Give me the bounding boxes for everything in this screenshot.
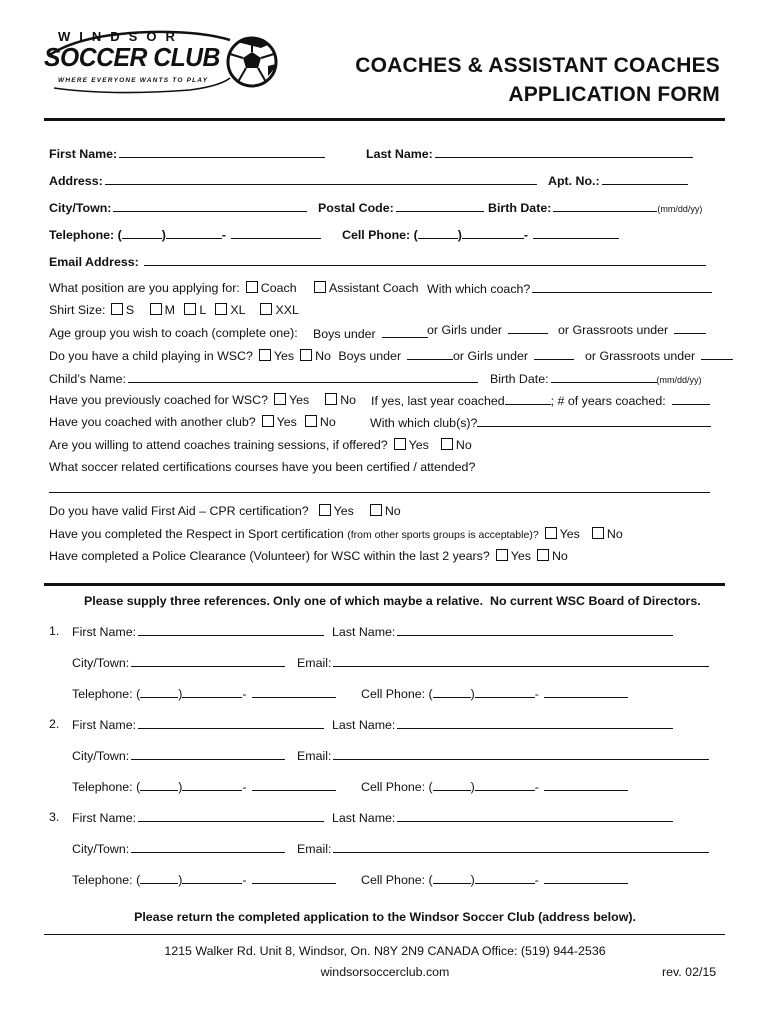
shirt-xl-checkbox[interactable] — [215, 303, 227, 315]
cell-row — [342, 227, 621, 242]
certifications-field[interactable] — [49, 492, 710, 493]
ref-telephone-number-field[interactable] — [252, 686, 336, 698]
no-label: No — [606, 527, 623, 541]
ref-telephone-prefix-field[interactable] — [182, 779, 242, 791]
footer-address: 1215 Walker Rd. Unit 8, Windsor, On. N8Y 2N9 CANADA Office: (519) 944-2536 — [164, 944, 606, 958]
telephone-prefix-field[interactable] — [166, 227, 222, 239]
yes-label: Yes — [408, 438, 429, 452]
ref-cell-number-field[interactable] — [544, 872, 628, 884]
no-label: No — [315, 349, 331, 363]
paren-close: ) — [178, 780, 183, 794]
ref-telephone-label: Telephone: ( — [72, 873, 141, 887]
prev-coached-no-checkbox[interactable] — [325, 393, 337, 405]
which-coach-row — [427, 281, 714, 296]
prev-coached-label: Have you previously coached for WSC? — [49, 393, 269, 407]
child-girls-field[interactable] — [534, 348, 574, 360]
birth-date-row — [488, 200, 702, 215]
which-clubs-row — [370, 415, 713, 430]
ref-first-name-label: First Name: — [72, 718, 137, 732]
ref-cell-number-field[interactable] — [544, 686, 628, 698]
age-group-boys — [313, 326, 430, 341]
ref-cell-row — [361, 779, 630, 794]
training-no-checkbox[interactable] — [441, 438, 453, 450]
logo-main-text: SOCCER CLUB — [44, 42, 220, 72]
child-birth-date-row — [490, 371, 702, 386]
ref-first-name-row — [72, 624, 326, 639]
ref-city-label: City/Town: — [72, 749, 130, 763]
dash: - — [534, 780, 539, 794]
reference-2 — [0, 717, 770, 797]
coach-checkbox[interactable] — [246, 281, 258, 293]
age-group-grassroots — [558, 322, 708, 337]
shirt-size-row — [49, 303, 299, 317]
dash: - — [242, 873, 247, 887]
ref-telephone-prefix-field[interactable] — [182, 872, 242, 884]
birth-date-field[interactable] — [553, 200, 657, 212]
ref-telephone-row — [72, 779, 338, 794]
boys-under-label: Boys under — [338, 349, 402, 363]
which-clubs-field[interactable] — [477, 415, 711, 427]
ref-cell-area-field[interactable] — [433, 686, 471, 698]
ref-email-label: Email: — [297, 749, 332, 763]
form-title-line2: APPLICATION FORM — [508, 83, 720, 106]
ref-cell-area-field[interactable] — [433, 779, 471, 791]
first-name-field[interactable] — [119, 146, 325, 158]
ref-telephone-number-field[interactable] — [252, 872, 336, 884]
ref-last-name-field[interactable] — [397, 624, 673, 636]
ref-first-name-field[interactable] — [138, 717, 324, 729]
ref-city-field[interactable] — [131, 655, 285, 667]
police-row — [49, 549, 568, 563]
ref-first-name-row — [72, 717, 326, 732]
header-rule — [44, 118, 725, 121]
yes-label: Yes — [273, 349, 295, 363]
address-field[interactable] — [105, 173, 537, 185]
ref-first-name-label: First Name: — [72, 625, 137, 639]
ref-last-name-field[interactable] — [397, 810, 673, 822]
reference-number: 1. — [49, 624, 60, 638]
ref-telephone-number-field[interactable] — [252, 779, 336, 791]
ref-city-field[interactable] — [131, 841, 285, 853]
assistant-coach-label: Assistant Coach — [329, 281, 419, 295]
paren-close: ) — [470, 687, 475, 701]
reference-number: 3. — [49, 810, 60, 824]
ref-first-name-row — [72, 810, 326, 825]
prev-coached-yes-checkbox[interactable] — [274, 393, 286, 405]
prev-coached-row — [49, 393, 356, 407]
apt-row — [548, 173, 690, 188]
form-title-line1: COACHES & ASSISTANT COACHES — [355, 54, 720, 77]
respect-no-checkbox[interactable] — [592, 527, 604, 539]
ref-city-label: City/Town: — [72, 656, 130, 670]
ref-heading-1: Please supply three references. — [84, 594, 270, 608]
police-label: Have completed a Police Clearance (Volunteer) for WSC within the last 2 years? — [49, 549, 490, 563]
childs-name-label: Child’s Name: — [49, 372, 126, 386]
ref-email-row — [297, 655, 711, 670]
age-girls-field[interactable] — [508, 322, 548, 334]
ref-email-field[interactable] — [333, 841, 709, 853]
ref-last-name-label: Last Name: — [332, 625, 396, 639]
shirt-m-label: M — [164, 303, 175, 317]
ref-cell-number-field[interactable] — [544, 779, 628, 791]
shirt-s-checkbox[interactable] — [111, 303, 123, 315]
ref-telephone-area-field[interactable] — [140, 686, 178, 698]
assistant-coach-checkbox[interactable] — [314, 281, 326, 293]
dash: - — [534, 873, 539, 887]
training-label: Are you willing to attend coaches training sessions, if offered? — [49, 438, 388, 452]
apt-field[interactable] — [602, 173, 688, 185]
ref-last-name-row — [332, 810, 675, 825]
postal-label: Postal Code: — [318, 201, 394, 215]
city-label: City/Town: — [49, 201, 112, 215]
ref-cell-label: Cell Phone: ( — [361, 780, 433, 794]
paren-close: ) — [457, 228, 462, 242]
age-grassroots-field[interactable] — [674, 322, 706, 334]
dash: - — [242, 687, 247, 701]
childs-name-row — [49, 371, 480, 386]
ref-cell-label: Cell Phone: ( — [361, 687, 433, 701]
no-label: No — [340, 393, 357, 407]
city-field[interactable] — [113, 200, 307, 212]
yes-label: Yes — [276, 415, 297, 429]
birth-date-label: Birth Date: — [488, 201, 552, 215]
coach-label: Coach — [260, 281, 297, 295]
other-club-no-checkbox[interactable] — [305, 415, 317, 427]
girls-under-label: or Girls under — [427, 323, 503, 337]
ref-email-row — [297, 748, 711, 763]
ref-telephone-area-field[interactable] — [140, 872, 178, 884]
ref-email-label: Email: — [297, 656, 332, 670]
ref-last-name-label: Last Name: — [332, 718, 396, 732]
police-yes-checkbox[interactable] — [496, 549, 508, 561]
no-label: No — [384, 504, 401, 518]
first-aid-row — [49, 504, 401, 518]
logo-tagline: WHERE EVERYONE WANTS TO PLAY — [58, 77, 209, 84]
no-label: No — [551, 549, 568, 563]
age-boys-field[interactable] — [382, 326, 428, 338]
ref-city-field[interactable] — [131, 748, 285, 760]
ref-last-name-field[interactable] — [397, 717, 673, 729]
shirt-s-label: S — [125, 303, 135, 317]
ref-telephone-label: Telephone: ( — [72, 687, 141, 701]
training-yes-checkbox[interactable] — [394, 438, 406, 450]
ref-email-field[interactable] — [333, 748, 709, 760]
ref-city-row — [72, 748, 287, 763]
paren-close: ) — [161, 228, 166, 242]
postal-field[interactable] — [396, 200, 484, 212]
cell-number-field[interactable] — [533, 227, 619, 239]
child-no-checkbox[interactable] — [300, 349, 312, 361]
dash: - — [242, 780, 247, 794]
paren-close: ) — [178, 687, 183, 701]
dash: - — [523, 228, 529, 242]
child-in-wsc-label: Do you have a child playing in WSC? — [49, 349, 253, 363]
childs-name-field[interactable] — [128, 371, 478, 383]
last-name-field[interactable] — [435, 146, 693, 158]
cell-area-field[interactable] — [418, 227, 458, 239]
reference-1 — [0, 624, 770, 704]
revision-label: rev. 02/15 — [662, 965, 717, 979]
ref-cell-row — [361, 686, 630, 701]
last-year-field[interactable] — [505, 393, 551, 405]
footer-website[interactable]: windsorsoccerclub.com — [320, 965, 450, 979]
training-row — [49, 438, 472, 452]
shirt-size-label: Shirt Size: — [49, 303, 106, 317]
ref-email-row — [297, 841, 711, 856]
child-in-wsc-row — [49, 348, 455, 363]
dash: - — [534, 687, 539, 701]
email-field[interactable] — [144, 254, 706, 266]
last-name-row — [366, 146, 695, 161]
cell-prefix-field[interactable] — [462, 227, 524, 239]
reference-number: 2. — [49, 717, 60, 731]
first-aid-yes-checkbox[interactable] — [319, 504, 331, 516]
ref-last-name-row — [332, 624, 675, 639]
other-club-row — [49, 415, 336, 429]
respect-row — [49, 527, 623, 541]
first-name-row — [49, 146, 327, 161]
ref-telephone-row — [72, 686, 338, 701]
paren-close: ) — [470, 780, 475, 794]
paren-close: ) — [178, 873, 183, 887]
grassroots-under-label: or Grassroots under — [558, 323, 669, 337]
police-no-checkbox[interactable] — [537, 549, 549, 561]
years-coached-label: ; # of years coached: — [550, 394, 666, 408]
form-title — [355, 51, 720, 109]
child-girls — [453, 348, 576, 363]
certifications-row — [49, 460, 475, 474]
ref-telephone-prefix-field[interactable] — [182, 686, 242, 698]
ref-last-name-label: Last Name: — [332, 811, 396, 825]
assistant-coach-option — [308, 281, 419, 295]
child-birth-date-field[interactable] — [551, 371, 657, 383]
certifications-label: What soccer related certifications courses have you been certified / attended? — [49, 460, 476, 474]
last-year-row — [371, 393, 712, 408]
child-grassroots-field[interactable] — [701, 348, 733, 360]
child-yes-checkbox[interactable] — [259, 349, 271, 361]
respect-yes-checkbox[interactable] — [545, 527, 557, 539]
child-birth-date-label: Birth Date: — [490, 372, 549, 386]
years-coached-field[interactable] — [672, 393, 710, 405]
ref-telephone-area-field[interactable] — [140, 779, 178, 791]
ref-cell-row — [361, 872, 630, 887]
first-name-label: First Name: — [49, 147, 118, 161]
yes-label: Yes — [510, 549, 531, 563]
ref-telephone-label: Telephone: ( — [72, 780, 141, 794]
dash: - — [221, 228, 227, 242]
reference-3 — [0, 810, 770, 890]
child-boys-field[interactable] — [407, 348, 453, 360]
girls-under-label: or Girls under — [453, 349, 529, 363]
position-label: What position are you applying for: — [49, 281, 240, 295]
other-club-yes-checkbox[interactable] — [262, 415, 274, 427]
age-group-girls — [427, 322, 550, 337]
age-group-label-row — [49, 326, 298, 340]
ref-heading-2: Only one of which maybe a relative. — [273, 594, 484, 608]
which-clubs-label: With which club(s)? — [370, 416, 478, 430]
return-note: Please return the completed application to the Windsor Soccer Club (address below). — [134, 910, 636, 924]
ref-cell-prefix-field[interactable] — [475, 779, 535, 791]
ref-city-row — [72, 841, 287, 856]
shirt-m-checkbox[interactable] — [150, 303, 162, 315]
ref-heading-3: No current WSC Board of Directors. — [490, 594, 701, 608]
which-coach-field[interactable] — [532, 281, 712, 293]
logo-top-text: WINDSOR — [58, 29, 184, 44]
address-label: Address: — [49, 174, 103, 188]
shirt-xxl-checkbox[interactable] — [260, 303, 272, 315]
ref-telephone-row — [72, 872, 338, 887]
child-grassroots — [585, 348, 735, 363]
ref-cell-prefix-field[interactable] — [475, 872, 535, 884]
paren-close: ) — [470, 873, 475, 887]
ref-cell-area-field[interactable] — [433, 872, 471, 884]
cell-label: Cell Phone: ( — [342, 228, 418, 242]
grassroots-under-label: or Grassroots under — [585, 349, 696, 363]
ref-city-row — [72, 655, 287, 670]
other-club-label: Have you coached with another club? — [49, 415, 256, 429]
references-rule — [44, 583, 725, 586]
shirt-xxl-label: XXL — [275, 303, 299, 317]
shirt-l-label: L — [199, 303, 206, 317]
ref-cell-prefix-field[interactable] — [475, 686, 535, 698]
footer-rule — [44, 934, 725, 935]
ref-last-name-row — [332, 717, 675, 732]
telephone-number-field[interactable] — [231, 227, 321, 239]
yes-label: Yes — [333, 504, 354, 518]
city-row — [49, 200, 309, 215]
last-year-label: If yes, last year coached — [371, 394, 505, 408]
ref-email-field[interactable] — [333, 655, 709, 667]
respect-note: (from other sports groups is acceptable)? — [347, 529, 539, 541]
telephone-row — [49, 227, 323, 242]
shirt-l-checkbox[interactable] — [184, 303, 196, 315]
ref-email-label: Email: — [297, 842, 332, 856]
respect-label: Have you completed the Respect in Sport certification — [49, 527, 344, 541]
email-row — [49, 254, 708, 269]
date-format-hint: (mm/dd/yy) — [656, 375, 702, 385]
apt-label: Apt. No.: — [548, 174, 600, 188]
ref-first-name-field[interactable] — [138, 810, 324, 822]
email-label: Email Address: — [49, 255, 139, 269]
age-group-label: Age group you wish to coach (complete one): — [49, 326, 298, 340]
boys-under-label: Boys under — [313, 327, 376, 341]
yes-label: Yes — [289, 393, 310, 407]
position-row — [49, 281, 297, 295]
club-logo — [40, 26, 280, 98]
last-name-label: Last Name: — [366, 147, 433, 161]
postal-row — [318, 200, 486, 215]
ref-cell-label: Cell Phone: ( — [361, 873, 433, 887]
first-aid-label: Do you have valid First Aid – CPR certification? — [49, 504, 309, 518]
shirt-xl-label: XL — [230, 303, 246, 317]
ref-first-name-field[interactable] — [138, 624, 324, 636]
telephone-area-field[interactable] — [122, 227, 162, 239]
yes-label: Yes — [559, 527, 580, 541]
telephone-label: Telephone: ( — [49, 228, 122, 242]
no-label: No — [319, 415, 336, 429]
no-label: No — [455, 438, 472, 452]
ref-first-name-label: First Name: — [72, 811, 137, 825]
first-aid-no-checkbox[interactable] — [370, 504, 382, 516]
date-format-hint: (mm/dd/yy) — [657, 204, 703, 214]
ref-city-label: City/Town: — [72, 842, 130, 856]
which-coach-label: With which coach? — [427, 282, 531, 296]
address-row — [49, 173, 539, 188]
